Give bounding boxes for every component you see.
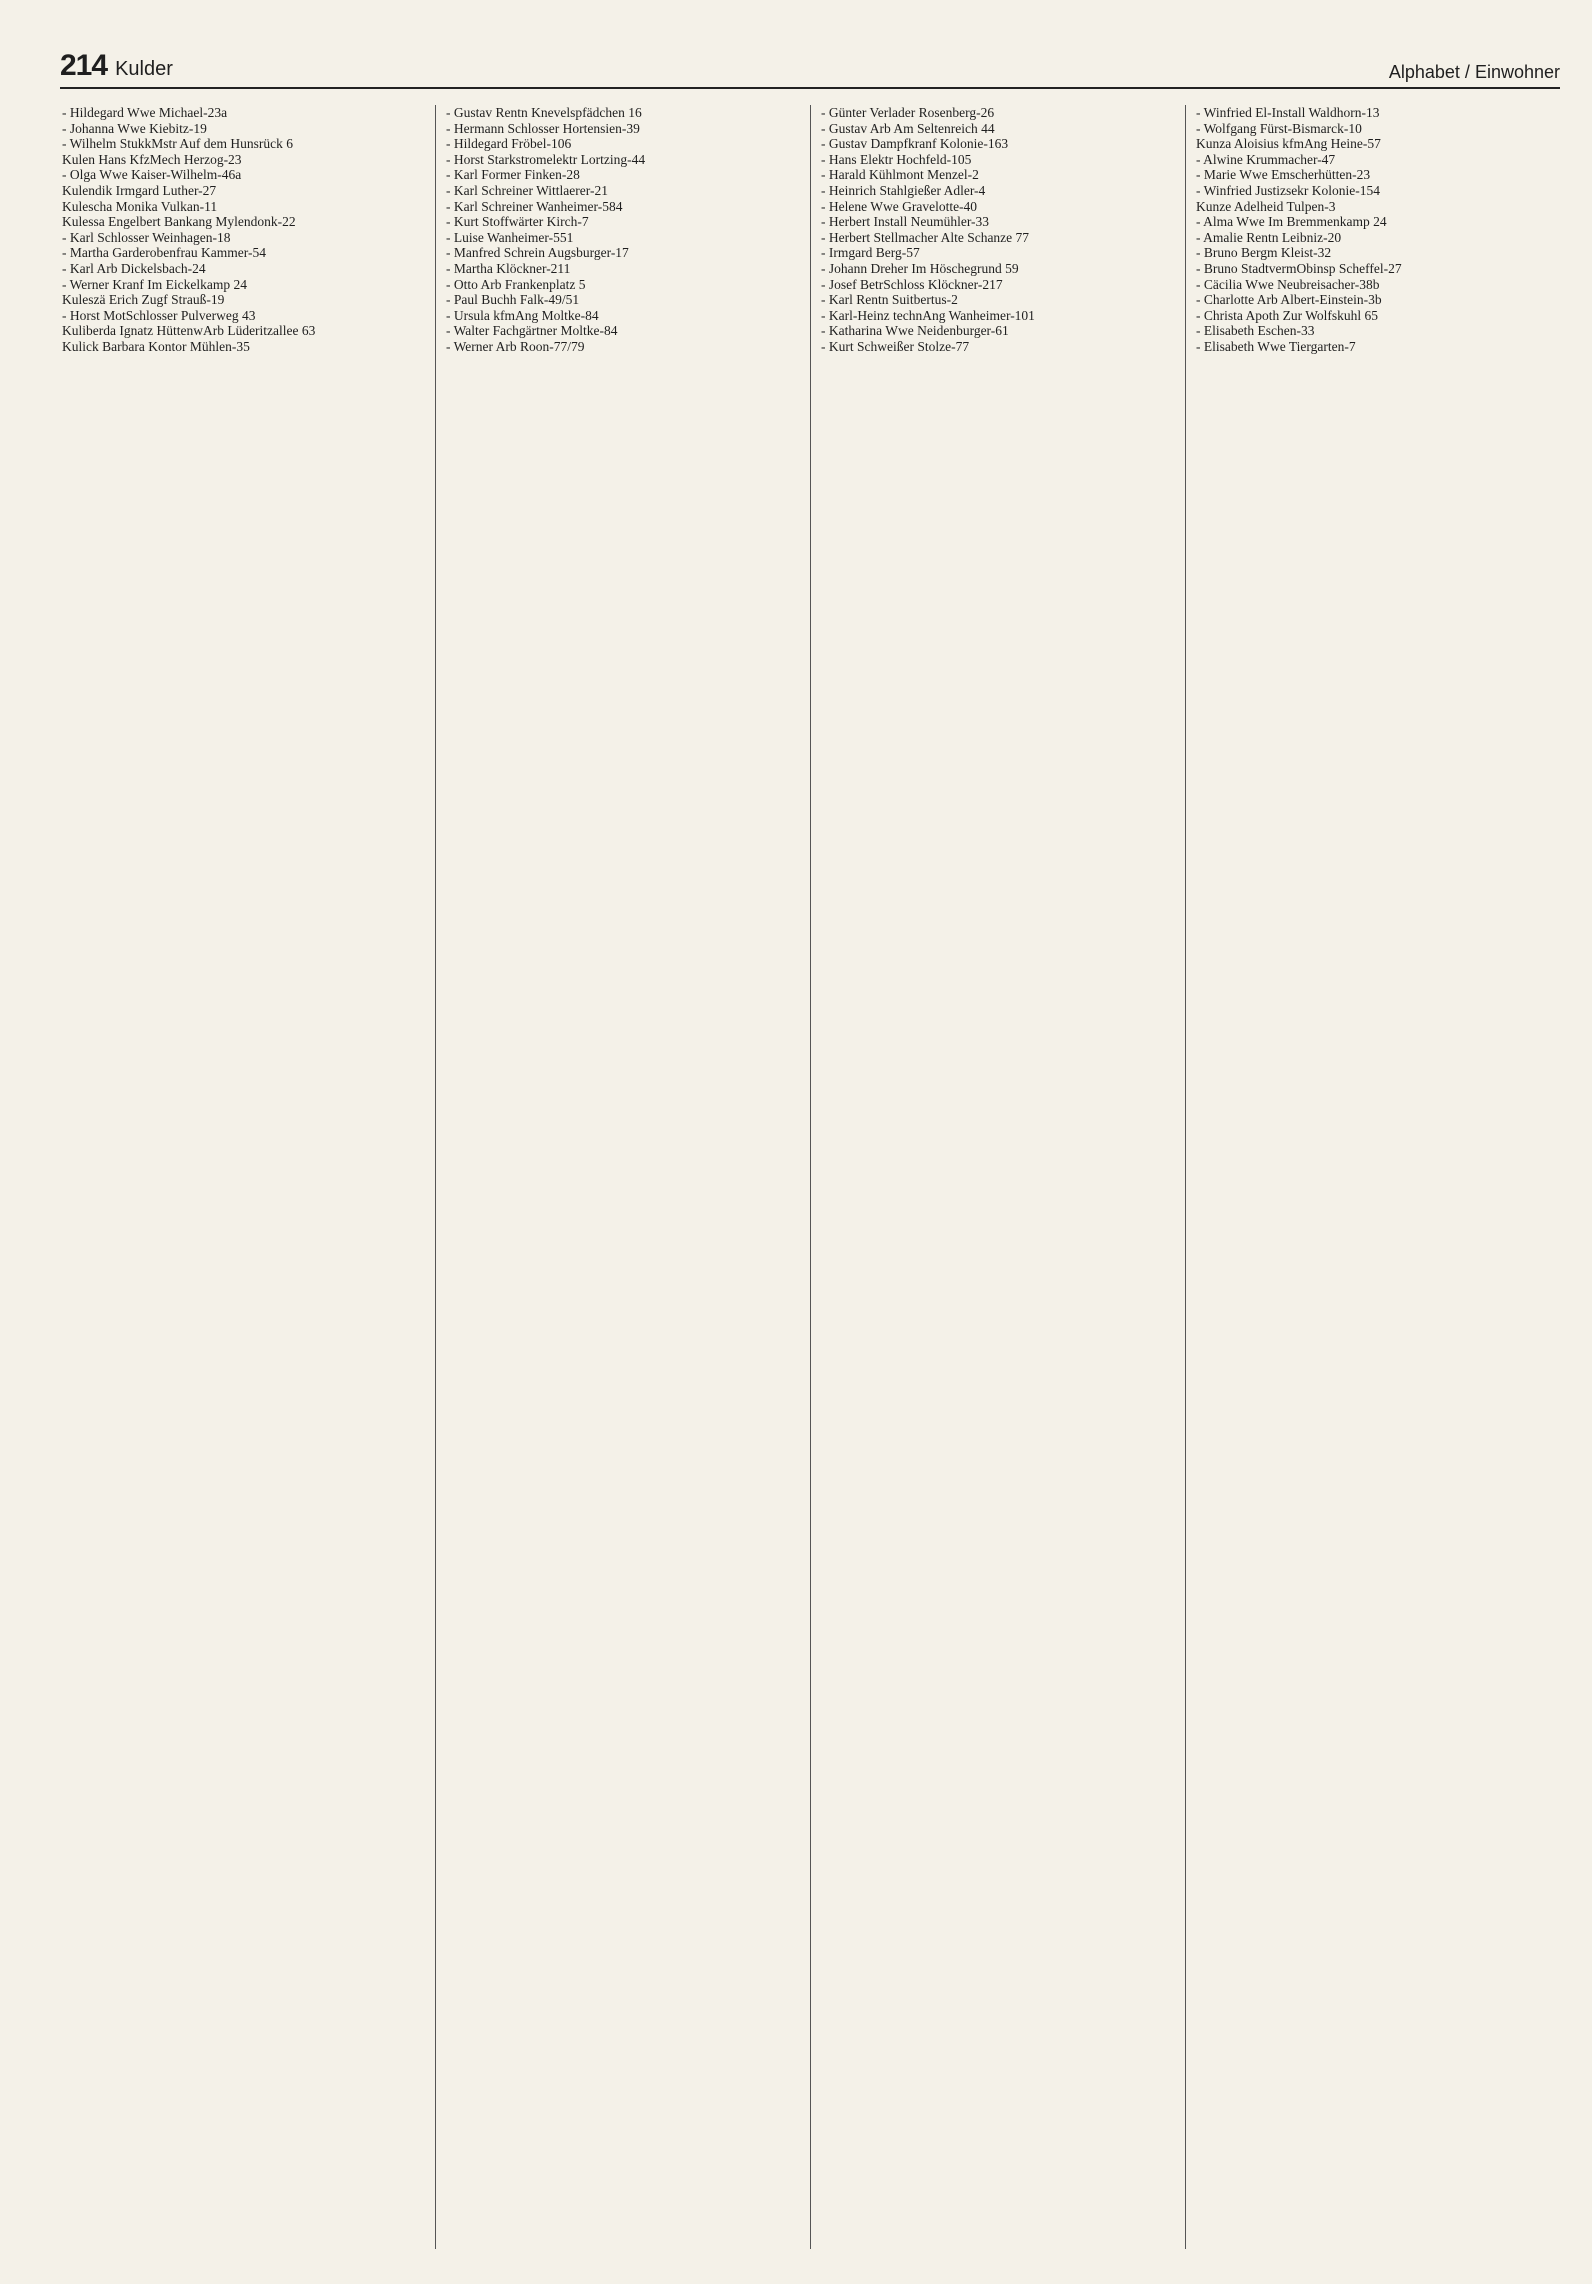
directory-entry: - Herbert Install Neumühler-33	[821, 214, 990, 230]
directory-entry: - Karl Schreiner Wittlaerer-21	[446, 182, 608, 198]
directory-entry: Kunza Aloisius kfmAng Heine-57	[1196, 136, 1381, 152]
directory-entry: - Martha Garderobenfrau Kammer-54	[62, 245, 267, 261]
directory-entry: - Kurt Schweißer Stolze-77	[821, 338, 970, 354]
directory-entry: - Karl Former Finken-28	[446, 167, 580, 183]
page-number: 214	[60, 49, 108, 82]
directory-entry: Kuleszä Erich Zugf Strauß-19	[62, 292, 225, 308]
directory-entry: - Günter Verlader Rosenberg-26	[821, 105, 995, 120]
directory-entry: - Gustav Dampfkranf Kolonie-163	[821, 136, 1009, 152]
directory-entry: - Elisabeth Eschen-33	[1196, 323, 1315, 339]
directory-entry: - Johann Dreher Im Höschegrund 59	[821, 260, 1019, 276]
directory-entry: - Alma Wwe Im Bremmenkamp 24	[1196, 214, 1387, 230]
directory-entry: - Olga Wwe Kaiser-Wilhelm-46a	[62, 167, 242, 183]
directory-entry: - Karl-Heinz technAng Wanheimer-101	[821, 307, 1035, 323]
directory-entry: - Gustav Arb Am Seltenreich 44	[821, 120, 995, 136]
column-2	[435, 105, 810, 2249]
column-3	[810, 105, 1185, 2249]
directory-entry: - Cäcilia Wwe Neubreisacher-38b	[1196, 276, 1380, 292]
directory-entry: - Josef BetrSchloss Klöckner-217	[821, 276, 1003, 292]
page-header	[60, 45, 1560, 89]
directory-entry: - Karl Arb Dickelsbach-24	[62, 260, 206, 276]
directory-entry: - Walter Fachgärtner Moltke-84	[446, 323, 618, 339]
directory-entry: - Wilhelm StukkMstr Auf dem Hunsrück 6	[62, 136, 293, 152]
column-1	[60, 105, 435, 2249]
directory-entry: - Werner Arb Roon-77/79	[446, 338, 585, 354]
directory-entry: Kulen Hans KfzMech Herzog-23	[62, 151, 242, 167]
directory-entry: - Wolfgang Fürst-Bismarck-10	[1196, 120, 1362, 136]
directory-entry: Kulessa Engelbert Bankang Mylendonk-22	[62, 214, 296, 230]
directory-entry: - Karl Schreiner Wanheimer-584	[446, 198, 623, 214]
directory-entry: - Ursula kfmAng Moltke-84	[446, 307, 599, 323]
directory-entry: - Winfried El-Install Waldhorn-13	[1196, 105, 1380, 120]
directory-entry: - Bruno Bergm Kleist-32	[1196, 245, 1332, 261]
directory-entry: - Hildegard Fröbel-106	[446, 136, 572, 152]
directory-entry: - Manfred Schrein Augsburger-17	[446, 245, 629, 261]
directory-entry: - Elisabeth Wwe Tiergarten-7	[1196, 338, 1356, 354]
directory-entry: - Gustav Rentn Knevelspfädchen 16	[446, 105, 642, 120]
directory-entry: - Alwine Krummacher-47	[1196, 151, 1336, 167]
directory-entry: - Hermann Schlosser Hortensien-39	[446, 120, 640, 136]
directory-entry: - Paul Buchh Falk-49/51	[446, 292, 580, 308]
directory-entry: - Marie Wwe Emscherhütten-23	[1196, 167, 1371, 183]
directory-entry: - Harald Kühlmont Menzel-2	[821, 167, 979, 183]
directory-entry: - Charlotte Arb Albert-Einstein-3b	[1196, 292, 1382, 308]
directory-entry: - Herbert Stellmacher Alte Schanze 77	[821, 229, 1030, 245]
directory-page	[60, 45, 1560, 2249]
directory-entry: - Werner Kranf Im Eickelkamp 24	[62, 276, 247, 292]
directory-entry: Kulick Barbara Kontor Mühlen-35	[62, 338, 250, 354]
section-title: Alphabet / Einwohner	[1388, 62, 1560, 82]
directory-entry: - Martha Klöckner-211	[446, 260, 571, 276]
directory-entry: - Christa Apoth Zur Wolfskuhl 65	[1196, 307, 1379, 323]
directory-entry: - Katharina Wwe Neidenburger-61	[821, 323, 1009, 339]
directory-entry: Kuliberda Ignatz HüttenwArb Lüderitzallee 63	[62, 323, 316, 339]
directory-entry: - Winfried Justizsekr Kolonie-154	[1196, 182, 1381, 198]
directory-entry: - Irmgard Berg-57	[821, 245, 920, 261]
directory-entry: - Horst MotSchlosser Pulverweg 43	[62, 307, 256, 323]
directory-entry: - Hildegard Wwe Michael-23a	[62, 105, 228, 120]
header-left	[60, 49, 173, 83]
directory-entry: - Karl Schlosser Weinhagen-18	[62, 229, 231, 245]
directory-entry: - Kurt Stoffwärter Kirch-7	[446, 214, 589, 230]
directory-entry: - Horst Starkstromelektr Lortzing-44	[446, 151, 646, 167]
directory-entry: - Amalie Rentn Leibniz-20	[1196, 229, 1342, 245]
directory-entry: Kulescha Monika Vulkan-11	[62, 198, 218, 214]
directory-entry: - Helene Wwe Gravelotte-40	[821, 198, 978, 214]
directory-entry: - Heinrich Stahlgießer Adler-4	[821, 182, 986, 198]
directory-columns	[60, 105, 1560, 2249]
directory-entry: - Luise Wanheimer-551	[446, 229, 574, 245]
directory-entry: - Johanna Wwe Kiebitz-19	[62, 120, 207, 136]
directory-entry: - Otto Arb Frankenplatz 5	[446, 276, 586, 292]
column-4	[1185, 105, 1560, 2249]
directory-entry: - Karl Rentn Suitbertus-2	[821, 292, 958, 308]
directory-entry: - Bruno StadtvermObinsp Scheffel-27	[1196, 260, 1402, 276]
directory-entry: Kunze Adelheid Tulpen-3	[1196, 198, 1336, 214]
directory-entry: Kulendik Irmgard Luther-27	[62, 182, 217, 198]
running-head: Kulder	[115, 58, 173, 80]
directory-entry: - Hans Elektr Hochfeld-105	[821, 151, 972, 167]
